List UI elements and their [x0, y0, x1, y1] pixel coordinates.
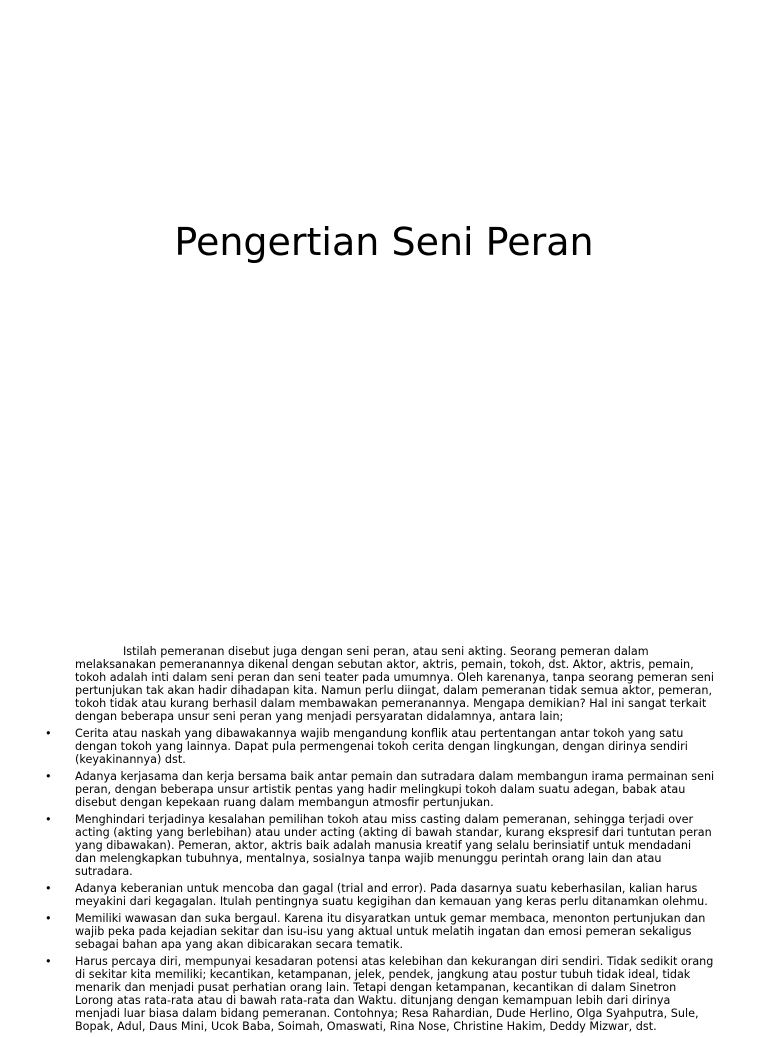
list-item-text: Cerita atau naskah yang dibawakannya wajib mengandung konflik atau pertentangan antar tokoh yang satu dengan tokoh yang lainnya. Dapat pula permengenai tokoh cerita dengan lingkungan, dengan dirinya sendiri (keyakinannya) dst. [75, 727, 688, 766]
document-content [45, 645, 715, 1037]
list-item-text: Adanya kerjasama dan kerja bersama baik antar pemain dan sutradara dalam membangun irama permainan seni peran, dengan beberapa unsur artistik pentas yang hadir melingkupi tokoh dalam suatu adegan, babak atau disebut dengan kepekaan ruang dalam membangun atmosfir pertunjukan. [75, 770, 715, 809]
bullet-icon: • [45, 770, 52, 783]
list-item [45, 770, 715, 809]
page-title: Pengertian Seni Peran [174, 220, 594, 264]
bullet-icon: • [45, 813, 52, 826]
intro-paragraph: Istilah pemeranan disebut juga dengan seni peran, atau seni akting. Seorang pemeran dalam melaksanakan pemeranannya dikenal dengan sebutan aktor, aktris, pemain, tokoh, dst. Aktor, aktris, pemain, tokoh adalah inti dalam seni peran dan seni teater pada umumnya. Oleh karenanya, tanpa seorang pemeran seni pertunjukan tak akan hadir dihadapan kita. Namun perlu diingat, dalam pemeranan tidak semua aktor, pemeran, tokoh tidak atau kurang berhasil dalam membawakan pemeranannya. Mengapa demikian? Hal ini sangat terkait dengan beberapa unsur seni peran yang menjadi persyaratan didalamnya, antara lain; [75, 645, 714, 723]
list-item-text: Adanya keberanian untuk mencoba dan gagal (trial and error). Pada dasarnya suatu keberhasilan, kalian harus meyakini dari kegagalan. Itulah pentingnya suatu kegigihan dan kemauan yang keras perlu ditanamkan olehmu. [75, 882, 708, 908]
list-item [45, 912, 715, 951]
list-item [45, 813, 715, 878]
list-item-text: Memiliki wawasan dan suka bergaul. Karena itu disyaratkan untuk gemar membaca, menonton pertunjukan dan wajib peka pada kejadian sekitar dan isu-isu yang aktual untuk melatih ingatan dan emosi pemeran sekaligus sebagai bahan apa yang akan dibicarakan secara tematik. [75, 912, 706, 951]
bullet-icon: • [45, 727, 52, 740]
bullet-icon: • [45, 912, 52, 925]
list-item [45, 882, 715, 908]
requirements-list [45, 727, 715, 1033]
list-item [45, 955, 715, 1033]
list-item [45, 727, 715, 766]
bullet-icon: • [45, 882, 52, 895]
list-item-text: Harus percaya diri, mempunyai kesadaran potensi atas kelebihan dan kekurangan diri sendiri. Tidak sedikit orang di sekitar kita memiliki; kecantikan, ketampanan, jelek, pendek, jangkung atau postur tubuh tidak ideal, tidak menarik dan menjadi pusat perhatian orang lain. Tetapi dengan ketampanan, kecantikan di dalam Sinetron Lorong atas rata-rata atau di bawah rata-rata dan Waktu. ditunjang dengan kemampuan lebih dari dirinya menjadi luar biasa dalam bidang pemeranan. Contohnya; Resa Rahardian, Dude Herlino, Olga Syahputra, Sule, Bopak, Adul, Daus Mini, Ucok Baba, Soimah, Omaswati, Rina Nose, Christine Hakim, Deddy Mizwar, dst. [75, 955, 714, 1033]
list-item-text: Menghindari terjadinya kesalahan pemilihan tokoh atau miss casting dalam pemeranan, sehingga terjadi over acting (akting yang berlebihan) atau under acting (akting di bawah standar, kurang ekspresif dari tuntutan peran yang dibawakan). Pemeran, aktor, aktris baik adalah manusia kreatif yang selalu berinsiatif untuk mendadani dan melengkapkan tubuhnya, mentalnya, sosialnya tanpa wajib menunggu perintah orang lain dan atau sutradara. [75, 813, 712, 878]
bullet-icon: • [45, 955, 52, 968]
